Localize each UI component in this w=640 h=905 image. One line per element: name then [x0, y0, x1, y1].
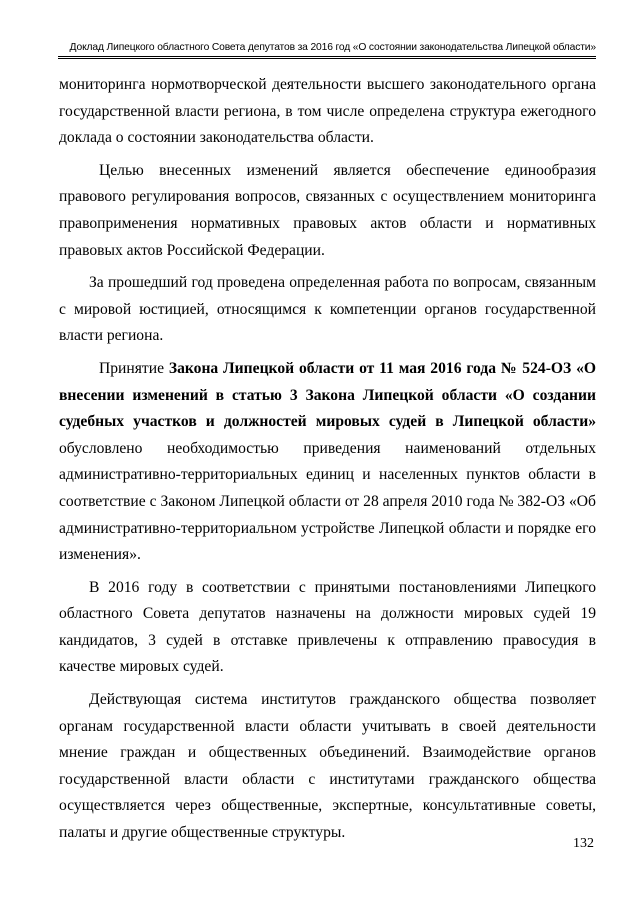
- header-divider: [58, 56, 596, 59]
- law-title: Закона Липецкой области от 11 мая 2016 года № 524-ОЗ «О внесении изменений в статью 3 Закона Липецкой области «О создании судебных участков и должностей мировых судей в Липецкой области»: [59, 359, 596, 431]
- law-intro-text: Принятие: [99, 359, 169, 377]
- document-header: Доклад Липецкого областного Совета депутатов за 2016 год «О состоянии законодательства Липецкой области»: [69, 42, 596, 53]
- paragraph-judges-appointed: В 2016 году в соответствии с принятыми постановлениями Липецкого областного Совета депутатов назначены на должности мировых судей 19 кандидатов, 3 судей в отставке привлечены к отправлению правосудия в качестве мировых судей.: [59, 578, 596, 676]
- paragraph-justice-work: За прошедший год проведена определенная работа по вопросам, связанным с мировой юстицией, относящимся к компетенции органов государственной власти региона.: [59, 274, 596, 345]
- paragraph-law-adoption: [59, 356, 596, 569]
- paragraph-purpose: Целью внесенных изменений является обеспечение единообразия правового регулирования вопросов, связанных с осуществлением мониторинга правоприменения нормативных правовых актов области и нормативных правовых актов Российской Федерации.: [59, 161, 596, 259]
- paragraph-monitoring: мониторинга нормотворческой деятельности высшего законодательного органа государственной власти региона, в том числе определена структура ежегодного доклада о состоянии законодательства области.: [59, 76, 596, 147]
- page-number: 132: [573, 836, 594, 851]
- law-reason-text: обусловлено необходимостью приведения наименований отдельных административно-территориальных единиц и населенных пунктов области в соответствие с Законом Липецкой области от 28 апреля 2010 года № 382-ОЗ «Об административно-территориальном устройстве Липецкой области и порядке его изменения».: [59, 439, 596, 564]
- document-body: [59, 72, 596, 853]
- paragraph-civil-society: Действующая система институтов гражданского общества позволяет органам государственной власти области учитывать в своей деятельности мнение граждан и общественных объединений. Взаимодействие органов государственной власти области с институтами гражданского общества осуществляется через общественные, экспертные, консультативные советы, палаты и другие общественные структуры.: [59, 691, 596, 842]
